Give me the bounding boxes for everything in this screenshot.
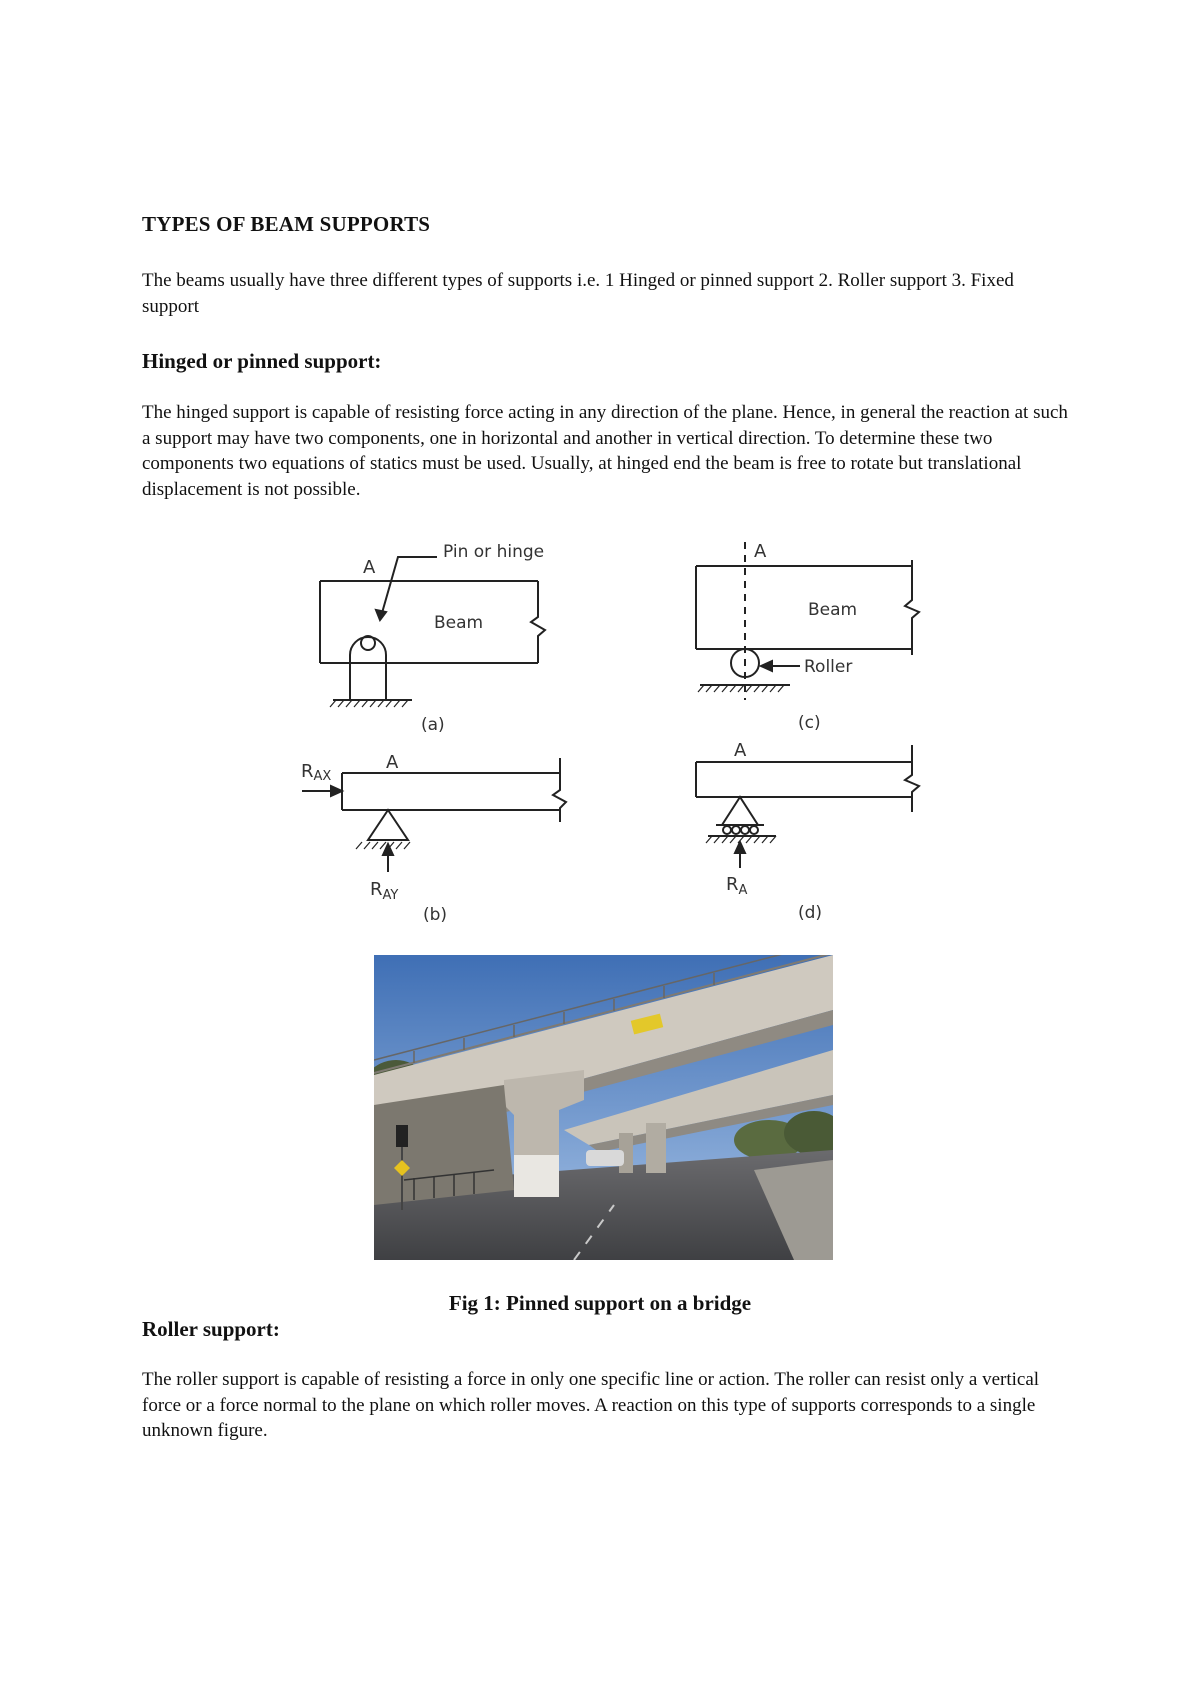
pin-leader-a — [380, 557, 437, 620]
page-title: TYPES OF BEAM SUPPORTS — [142, 212, 431, 236]
roller-paragraph: The roller support is capable of resisting a force in only one specific line or action. The roller can resist only a vertical force or a force normal to the plane on which roller moves. A reaction on this type of supports corresponds to a single unknown figure. — [142, 1369, 1040, 1441]
label-roller: Roller — [804, 657, 853, 677]
hinged-heading: Hinged or pinned support: — [142, 349, 382, 373]
break-d — [905, 745, 919, 812]
pin-triangle-b — [368, 810, 408, 840]
label-c-A: A — [754, 541, 767, 562]
roller-triangle-d — [722, 797, 758, 825]
label-b-A: A — [386, 752, 399, 773]
label-rax: RAX — [301, 761, 332, 784]
label-d-A: A — [734, 740, 747, 761]
label-ray: $R_{AY}$ — [370, 879, 399, 903]
break-b — [553, 758, 566, 822]
diagram-b — [302, 758, 566, 872]
break-c — [905, 560, 919, 655]
diagram-d — [696, 745, 919, 868]
caption-b: (b) — [423, 905, 448, 925]
bridge-photo — [374, 955, 833, 1260]
roller-heading: Roller support: — [142, 1317, 280, 1341]
pin-a — [361, 636, 375, 650]
pin-support-a — [350, 637, 386, 700]
figure-caption: Fig 1: Pinned support on a bridge — [448, 1291, 752, 1315]
label-ra: $R_A$ — [726, 874, 748, 898]
break-a — [531, 581, 545, 663]
caption-c: (c) — [798, 713, 821, 733]
hinged-paragraph: The hinged support is capable of resisting force acting in any direction of the plane. Hence, in general the reaction at such a support may have two components, one in horizontal and another in vertical direction. To determine these two components two equations of statics must be used. Usually, at hinged end the beam is free to rotate but translational displacement is not possible. — [142, 402, 1068, 500]
label-a-beam: Beam — [434, 613, 484, 633]
diagram-a — [320, 557, 545, 707]
caption-a: (a) — [421, 715, 445, 735]
label-c-beam: Beam — [808, 600, 858, 620]
label-a-A: A — [363, 557, 376, 578]
intro-paragraph: The beams usually have three different types of supports i.e. 1 Hinged or pinned support 2. Roller support 3. Fixed support — [142, 270, 1014, 317]
caption-d: (d) — [798, 903, 823, 923]
label-pin-hinge: Pin or hinge — [443, 542, 545, 562]
